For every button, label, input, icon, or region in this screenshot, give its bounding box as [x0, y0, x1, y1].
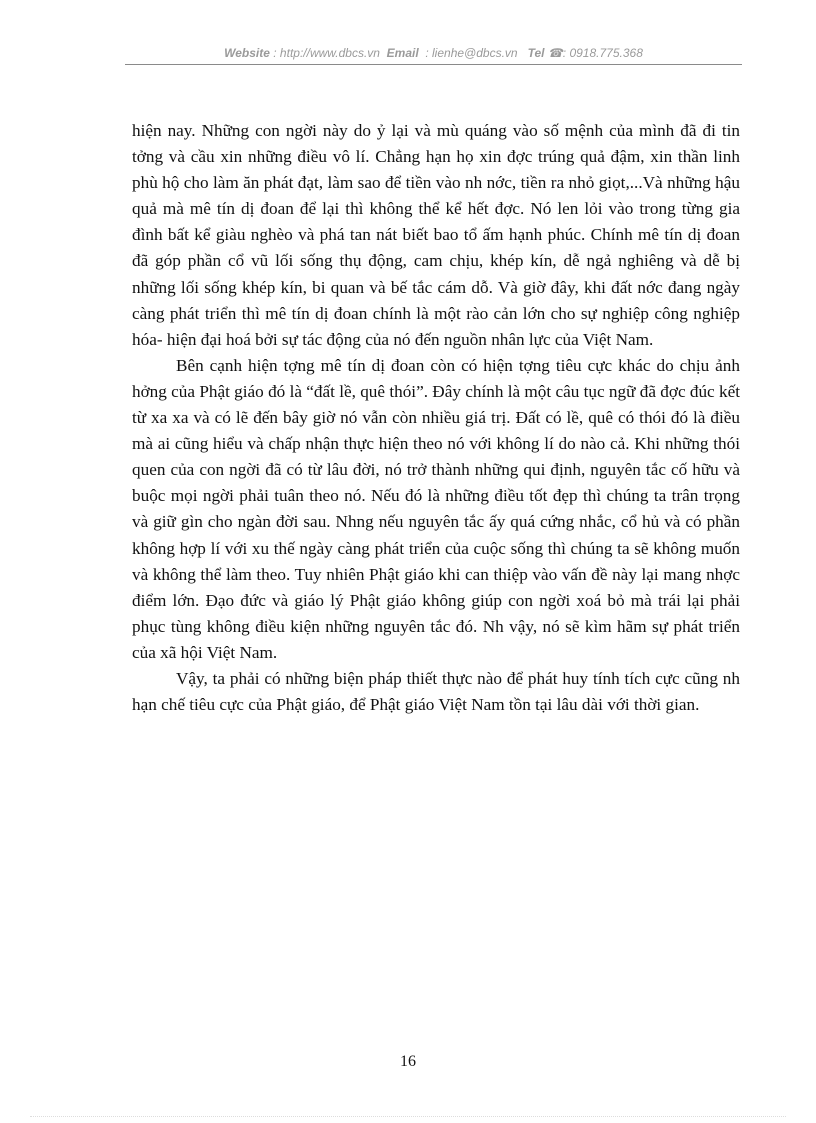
email-value: : lienhe@dbcs.vn	[425, 46, 518, 60]
bottom-divider	[30, 1116, 786, 1117]
website-label: Website	[224, 46, 270, 60]
page-header	[125, 46, 742, 65]
tel-label: Tel	[527, 46, 545, 60]
paragraph-1: hiện nay. Những con ngời này do ỷ lại và mù quáng vào số mệnh của mình đã đi tin tởng và cầu xin những điều vô lí. Chẳng hạn họ xin đợc trúng quả đậm, xin thần linh phù hộ cho làm ăn phát đạt, làm sao để tiền vào nh nớc, tiền ra nhỏ giọt,...Và những hậu quả mà mê tín dị đoan để lại thì không thể kể hết đợc. Nó len lỏi vào trong từng gia đình bất kể giàu nghèo và phá tan nát biết bao tổ ấm hạnh phúc. Chính mê tín dị đoan đã góp phần cổ vũ lối sống thụ động, cam chịu, khép kín, dễ ngả nghiêng và dễ bị những lối sống khép kín, bi quan và bế tắc cám dỗ. Và giờ đây, khi đất nớc đang ngày càng phát triển thì mê tín dị đoan chính là một rào cản lớn cho sự nghiệp công nghiệp hóa- hiện đại hoá bởi sự tác động của nó đến nguồn nhân lực của Việt Nam.	[132, 121, 740, 349]
document-body	[132, 118, 740, 718]
page-number: 16	[400, 1053, 416, 1070]
paragraph-2: Bên cạnh hiện tợng mê tín dị đoan còn có hiện tợng tiêu cực khác do chịu ảnh hởng của Phật giáo đó là “đất lề, quê thói”. Đây chính là một câu tục ngữ đã đợc đúc kết từ xa xa và có lẽ đến bây giờ nó vẫn còn nhiều giá trị. Đất có lề, quê có thói đó là điều mà ai cũng hiểu và chấp nhận thực hiện theo nó với không lí do nào cả. Khi những thói quen của con ngời đã có từ lâu đời, nó trở thành những qui định, nguyên tắc cố hữu và buộc mọi ngời phải tuân theo nó. Nếu đó là những điều tốt đẹp thì chúng ta trân trọng và giữ gìn cho ngàn đời sau. Nhng nếu nguyên tắc ấy quá cứng nhắc, cổ hủ và có phần không hợp lí với xu thế ngày càng phát triển của cuộc sống thì chúng ta sẽ không muốn và không thể làm theo. Tuy nhiên Phật giáo khi can thiệp vào vấn đề này lại mang nhợc điểm lớn. Đạo đức và giáo lý Phật giáo không giúp con ngời xoá bỏ mà trái lại phải phục tùng không điều kiện những nguyên tắc đó. Nh vậy, nó sẽ kìm hãm sự phát triển của xã hội Việt Nam.	[132, 355, 740, 662]
website-value: : http://www.dbcs.vn	[273, 46, 380, 60]
paragraph-3: Vậy, ta phải có những biện pháp thiết thực nào để phát huy tính tích cực cũng nh hạn chế tiêu cực của Phật giáo, để Phật giáo Việt Nam tồn tại lâu dài với thời gian.	[132, 668, 740, 715]
tel-value: ☎: 0918.775.368	[547, 46, 643, 60]
email-label: Email	[386, 46, 419, 60]
